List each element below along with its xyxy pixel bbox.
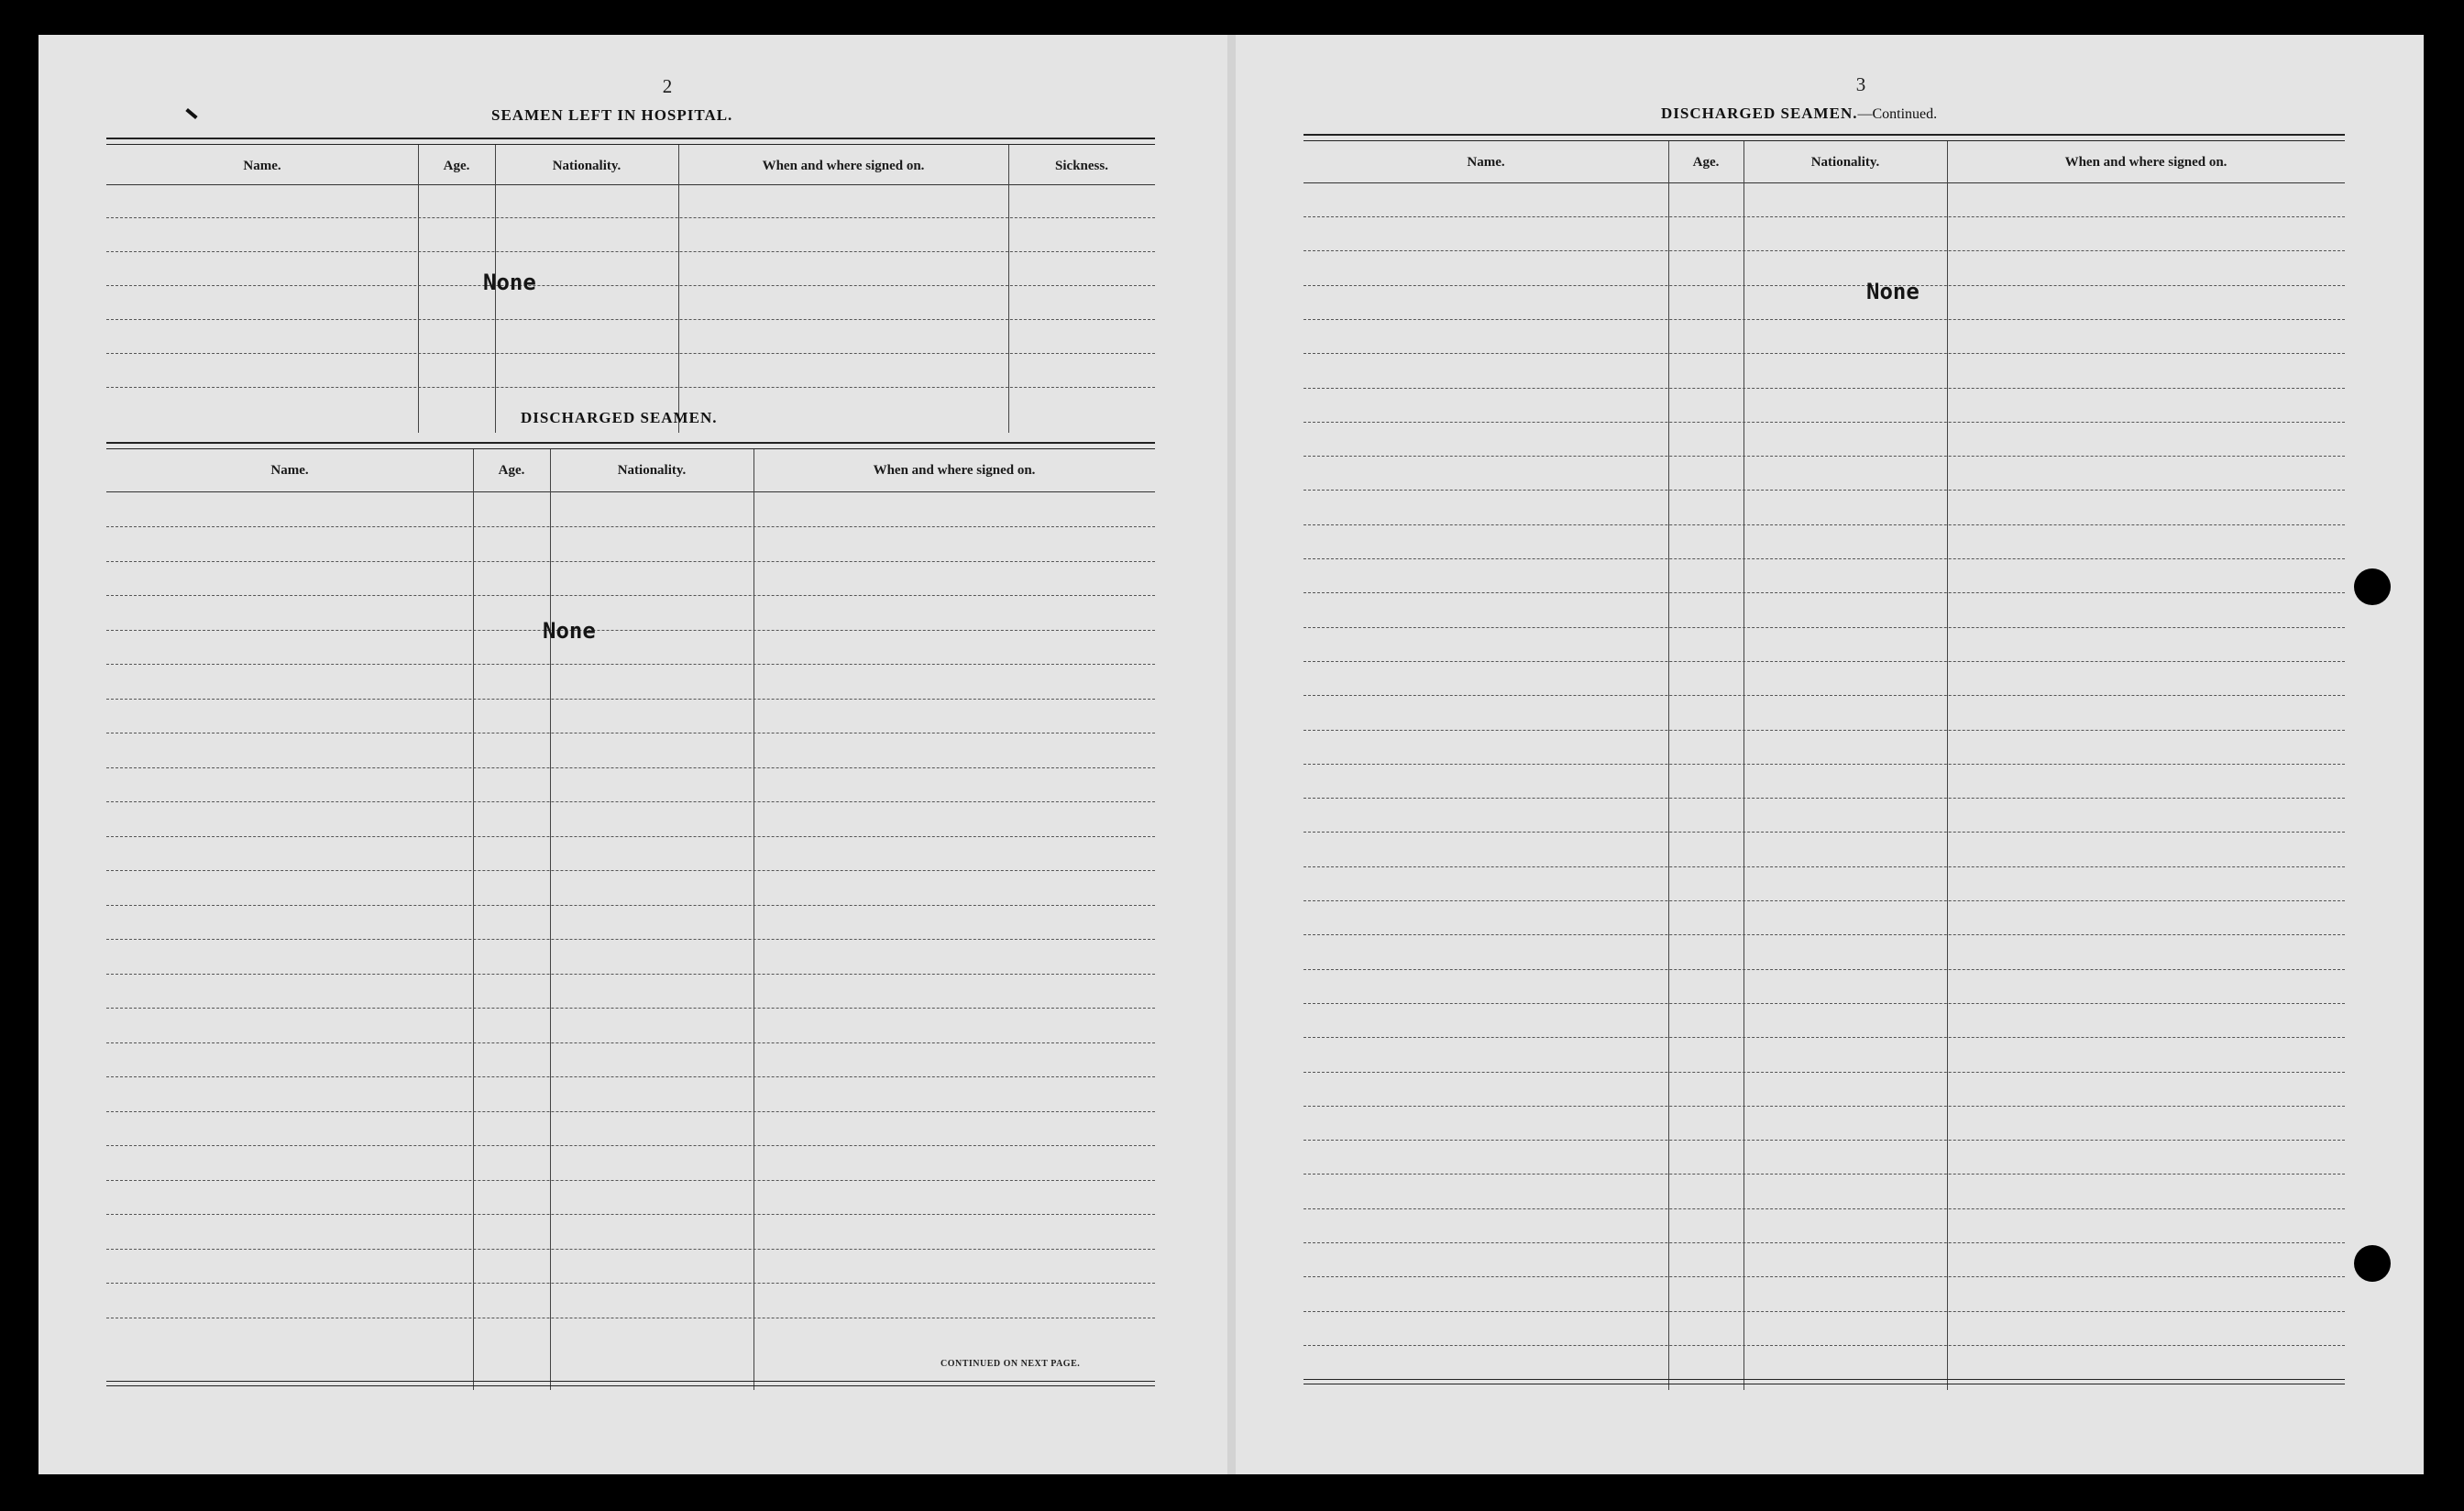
ruled-row-line — [1304, 285, 2345, 286]
ruled-row-line — [106, 1180, 1155, 1181]
ruled-row-line — [1304, 1242, 2345, 1243]
continued-note: CONTINUED ON NEXT PAGE. — [940, 1359, 1081, 1369]
page-gutter — [1227, 35, 1236, 1474]
punch-hole — [2354, 568, 2391, 605]
ruled-row-line — [1304, 832, 2345, 833]
column-divider — [1668, 141, 1669, 1390]
discharged-section-title: DISCHARGED SEAMEN. — [521, 409, 718, 426]
ruled-row-line — [1304, 422, 2345, 423]
table-top-rule — [106, 442, 1155, 449]
column-header-signed-on: When and where signed on. — [873, 462, 1036, 478]
column-header-age: Age. — [1692, 154, 1720, 170]
column-header-age: Age. — [498, 462, 525, 478]
column-header-name: Name. — [243, 158, 281, 173]
ruled-row-line — [1304, 490, 2345, 491]
ink-mark — [185, 108, 197, 119]
column-header-signed-on: When and where signed on. — [2064, 154, 2228, 170]
column-header-age: Age. — [443, 158, 470, 173]
ruled-row-line — [106, 836, 1155, 837]
ruled-row-line — [1304, 764, 2345, 765]
discharged-entry-none: None — [543, 618, 596, 644]
ruled-row-line — [1304, 627, 2345, 628]
ruled-row-line — [106, 285, 1155, 286]
table-bottom-rule — [1304, 1379, 2345, 1384]
header-rule — [106, 184, 1155, 185]
ruled-row-line — [106, 561, 1155, 562]
column-divider — [678, 145, 679, 433]
table-top-rule — [1304, 134, 2345, 141]
ruled-row-line — [106, 1214, 1155, 1215]
document-sheet — [38, 35, 2424, 1474]
ruled-row-line — [106, 251, 1155, 252]
ruled-row-line — [106, 1042, 1155, 1043]
ruled-row-line — [106, 870, 1155, 871]
ruled-row-line — [1304, 1003, 2345, 1004]
discharged-continued-table — [1304, 134, 2345, 1390]
column-divider — [418, 145, 419, 433]
ruled-row-line — [106, 1008, 1155, 1009]
ruled-row-line — [106, 1145, 1155, 1146]
continued-entry-none: None — [1866, 279, 1920, 304]
ruled-row-line — [106, 595, 1155, 596]
ruled-row-line — [1304, 1276, 2345, 1277]
ruled-row-line — [106, 801, 1155, 802]
page-number: 2 — [662, 75, 673, 97]
ruled-row-line — [1304, 319, 2345, 320]
ruled-row-line — [106, 699, 1155, 700]
ruled-row-line — [1304, 1174, 2345, 1175]
left-page — [38, 35, 1226, 1474]
ruled-row-line — [106, 217, 1155, 218]
ruled-row-line — [106, 387, 1155, 388]
ruled-row-line — [106, 1283, 1155, 1284]
ruled-row-line — [106, 1111, 1155, 1112]
ruled-row-line — [1304, 695, 2345, 696]
table-header-row — [1304, 145, 2345, 180]
column-header-nationality: Nationality. — [1810, 154, 1880, 170]
ruled-row-line — [106, 630, 1155, 631]
ruled-row-line — [1304, 661, 2345, 662]
column-divider — [1947, 141, 1948, 1390]
right-page — [1236, 35, 2424, 1474]
ruled-row-line — [1304, 798, 2345, 799]
page-number: 3 — [1855, 73, 1866, 95]
column-header-name: Name. — [1467, 154, 1505, 170]
hospital-section-title: SEAMEN LEFT IN HOSPITAL. — [491, 106, 733, 124]
column-header-nationality: Nationality. — [552, 158, 622, 173]
table-bottom-rule — [106, 1381, 1155, 1386]
ruled-row-line — [1304, 730, 2345, 731]
ruled-row-line — [106, 526, 1155, 527]
ruled-row-line — [1304, 388, 2345, 389]
ruled-row-line — [1304, 900, 2345, 901]
ruled-row-line — [106, 1249, 1155, 1250]
ruled-row-line — [106, 1076, 1155, 1077]
column-header-name: Name. — [270, 462, 309, 478]
ruled-row-line — [1304, 1106, 2345, 1107]
hospital-table — [106, 138, 1155, 433]
header-rule — [106, 491, 1155, 492]
table-header-row — [106, 149, 1155, 183]
ruled-row-line — [1304, 1345, 2345, 1346]
ruled-row-line — [1304, 216, 2345, 217]
ruled-row-line — [106, 939, 1155, 940]
table-header-row — [106, 453, 1155, 488]
ruled-row-line — [106, 905, 1155, 906]
ruled-row-line — [1304, 1208, 2345, 1209]
title-main: DISCHARGED SEAMEN. — [1661, 105, 1858, 122]
ruled-row-line — [1304, 592, 2345, 593]
column-header-sickness: Sickness. — [1055, 158, 1108, 173]
ruled-row-line — [1304, 250, 2345, 251]
column-header-signed-on: When and where signed on. — [762, 158, 925, 173]
hospital-entry-none: None — [483, 270, 536, 295]
ruled-row-line — [106, 974, 1155, 975]
ruled-row-line — [1304, 934, 2345, 935]
ruled-row-line — [1304, 866, 2345, 867]
ruled-row-line — [1304, 969, 2345, 970]
ruled-row-line — [1304, 524, 2345, 525]
ruled-row-line — [1304, 1311, 2345, 1312]
ruled-row-line — [1304, 1037, 2345, 1038]
ruled-row-line — [106, 664, 1155, 665]
ruled-row-line — [1304, 558, 2345, 559]
column-header-nationality: Nationality. — [617, 462, 687, 478]
column-divider — [1008, 145, 1009, 433]
header-rule — [1304, 182, 2345, 183]
ruled-row-line — [106, 319, 1155, 320]
table-top-rule — [106, 138, 1155, 145]
title-suffix: —Continued. — [1857, 106, 1938, 122]
discharged-table — [106, 442, 1155, 1390]
ruled-row-line — [106, 767, 1155, 768]
discharged-continued-title — [1661, 105, 1937, 123]
ruled-row-line — [1304, 353, 2345, 354]
ruled-row-line — [1304, 1140, 2345, 1141]
ruled-row-line — [1304, 1072, 2345, 1073]
punch-hole — [2354, 1245, 2391, 1282]
ruled-row-line — [106, 353, 1155, 354]
ruled-row-line — [1304, 456, 2345, 457]
